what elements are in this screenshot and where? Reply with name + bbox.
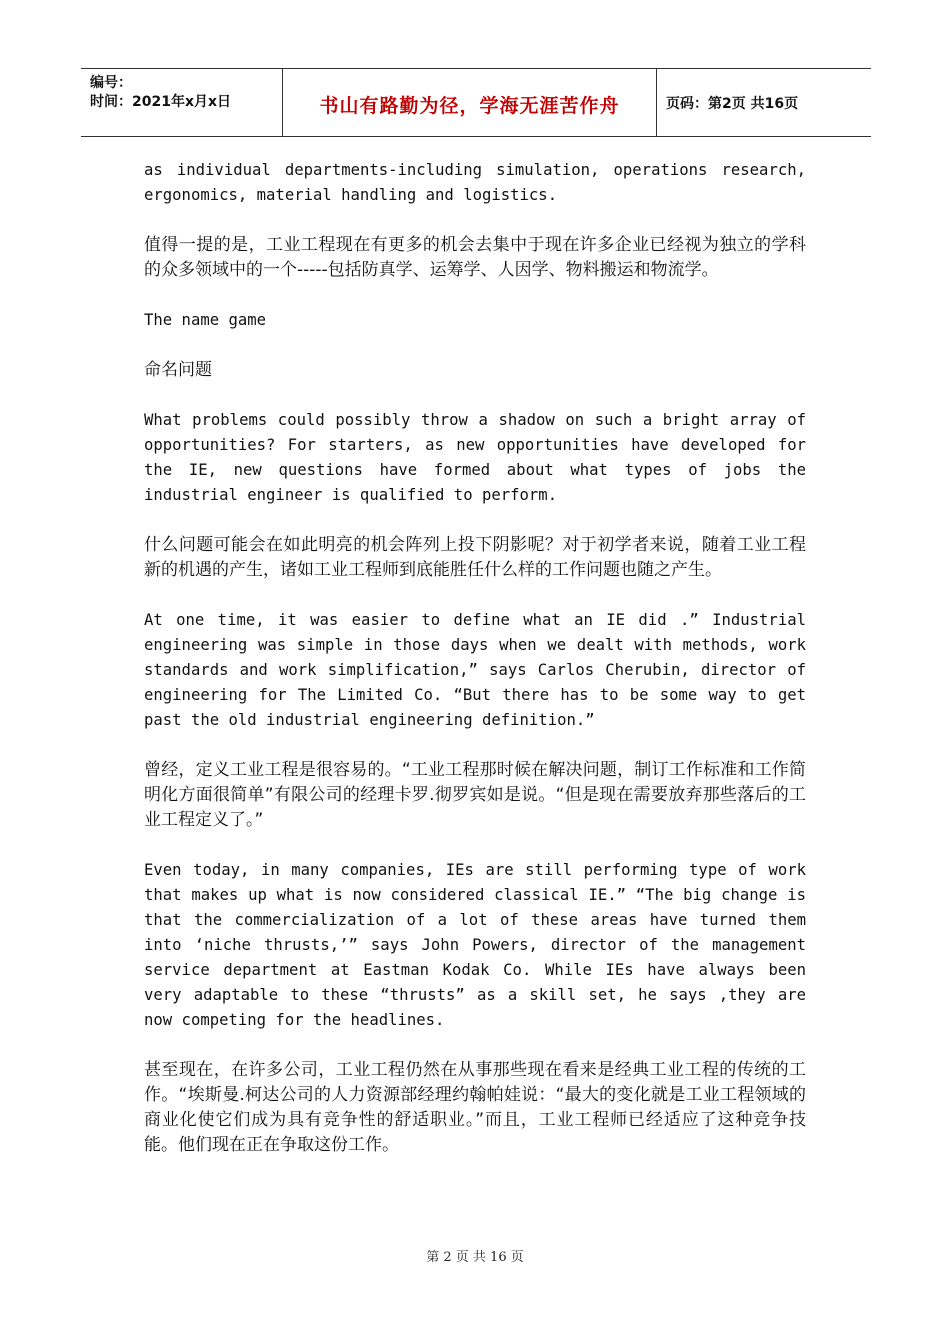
document-body (144, 158, 806, 1183)
paragraph-cn-2: 什么问题可能会在如此明亮的机会阵列上投下阴影呢？对于初学者来说，随着工业工程新的机遇的产生，诸如工业工程师到底能胜任什么样的工作问题也随之产生。 (144, 535, 806, 580)
page-footer: 第 2 页 共 16 页 (426, 1250, 524, 1265)
paragraph-en-2: What problems could possibly throw a shadow on such a bright array of opportunities? For starters, as new opportunities have developed for the IE, new questions have formed about what types of jobs the industrial engineer is qualified to perform. (144, 411, 806, 504)
header-motto-cell (282, 69, 657, 136)
page-header (81, 68, 871, 137)
paragraph-en-3: At one time, it was easier to define what an IE did .” Industrial engineering was simple in those days when we dealt with methods, work standards and work simplification,” says Carlos Cherubin, director of engineering for The Limited Co. “But there has to be some way to get past the old industrial engineering definition.” (144, 611, 806, 729)
paragraph-cn-4: 甚至现在，在许多公司，工业工程仍然在从事那些现在看来是经典工业工程的传统的工作。“埃斯曼.柯达公司的人力资源部经理约翰帕娃说：“最大的变化就是工业工程领域的商业化使它们成为具有竞争性的舒适职业。”而且，工业工程师已经适应了这种竞争技能。他们现在正在争取这份工作。 (144, 1060, 806, 1155)
document-number-label: 编号： (90, 75, 132, 91)
paragraph-cn-3: 曾经，定义工业工程是很容易的。“工业工程那时候在解决问题，制订工作标准和工作简明化方面很简单”有限公司的经理卡罗.彻罗宾如是说。“但是现在需要放弃那些落后的工业工程定义了。” (144, 760, 806, 830)
header-info-cell (81, 69, 281, 136)
section-heading-en: The name game (144, 311, 267, 329)
header-page-cell (656, 69, 871, 136)
document-date-label: 时间：2021年x月x日 (90, 94, 232, 110)
paragraph-en-4: Even today, in many companies, IEs are still performing type of work that makes up what is now considered classical IE.” “The big change is that the commercialization of a lot of these areas have turned them into ‘niche thrusts,’” says John Powers, director of the management service department at Eastman Kodak Co. While IEs have always been very adaptable to these “thrusts” as a skill set, he says ,they are now competing for the headlines. (144, 861, 806, 1029)
paragraph-en-1: as individual departments-including simulation, operations research, ergonomics, material handling and logistics. (144, 161, 806, 204)
paragraph-cn-1: 值得一提的是，工业工程现在有更多的机会去集中于现在许多企业已经视为独立的学科的众多领域中的一个-----包括防真学、运筹学、人因学、物料搬运和物流学。 (144, 235, 806, 280)
header-motto: 书山有路勤为径，学海无涯苦作舟 (319, 95, 620, 117)
header-page-number: 页码：第2页 共16页 (666, 96, 799, 112)
section-heading-cn: 命名问题 (144, 360, 212, 380)
